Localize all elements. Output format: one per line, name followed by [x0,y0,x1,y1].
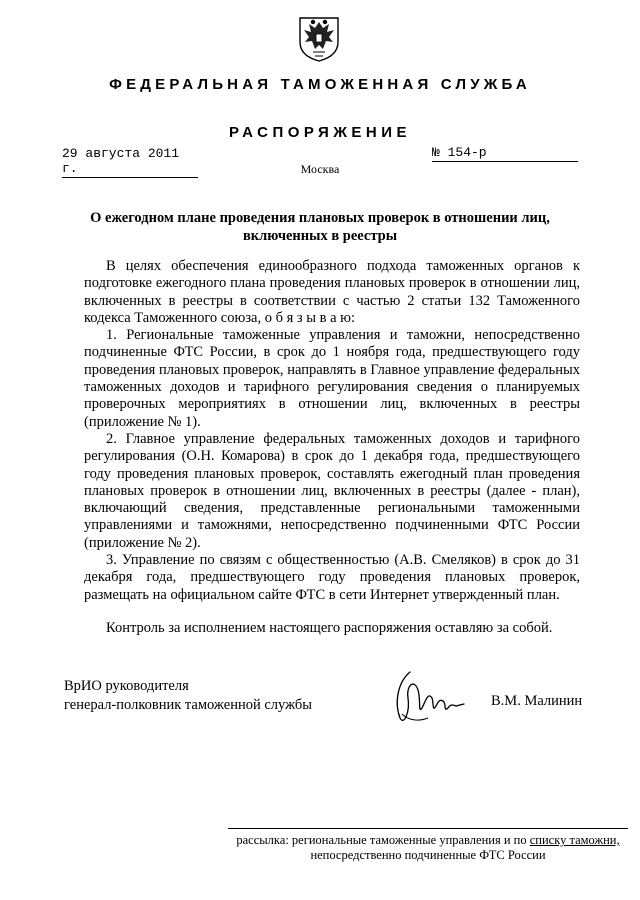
coat-of-arms-emblem [296,12,342,62]
mailing-prefix: рассылка: региональные таможенные управления и по [236,833,530,847]
order-item-2: 2. Главное управление федеральных таможенных доходов и тарифного регулирования (О.Н. Комарова) в срок до 1 декабря года, предшествующего году проведения плановых проверок, составлять ежегодный план проведения плановых проверок в отношении лиц, включенных в реестры (далее - план), включающий сведения, представленные региональными таможенными управлениями и таможнями, непосредственно подчиненными ФТС России (приложение № 2). [84,430,580,551]
document-subject [70,209,570,245]
mailing-line-2: непосредственно подчиненные ФТС России [310,848,546,862]
control-paragraph: Контроль за исполнением настоящего распоряжения оставляю за собой. [106,620,553,636]
mailing-underlined: списку таможни, [529,833,620,847]
document-date: 29 августа 2011 г. [62,146,198,178]
document-type: РАСПОРЯЖЕНИЕ [228,124,412,141]
order-item-3: 3. Управление по связям с общественностью (А.В. Смеляков) в срок до 31 декабря года, предшествующего году проведения плановых проверок, размещать на официальном сайте ФТС в сети Интернет утвержденный план. [84,552,580,603]
agency-name: ФЕДЕРАЛЬНАЯ ТАМОЖЕННАЯ СЛУЖБА [109,76,531,93]
order-item-1: 1. Региональные таможенные управления и таможни, непосредственно подчиненные ФТС России, в срок до 1 ноября года, предшествующего году проведения плановых проверок, направлять в Главное управление федеральных таможенных доходов и тарифного регулирования сведения о планируемых проверочных мероприятиях в отношении лиц, включенных в реестры (приложение № 1). [84,327,580,430]
mailing-line-1 [228,833,628,848]
intro-paragraph: В целях обеспечения единообразного подхода таможенных органов к подготовке ежегодного плана проведения плановых проверок в отношении лиц, включенных в реестры в соответствии с частью 2 статьи 132 Таможенного кодекса Таможенного союза, о б я з ы в а ю: [84,258,580,326]
signer-name: В.М. Малинин [491,693,583,709]
signer-position [64,677,312,715]
subject-line-2: включенных в реестры [242,228,398,244]
signer-position-line-2: генерал-полковник таможенной службы [64,697,313,713]
document-city: Москва [300,162,340,176]
document-body [84,258,580,604]
mailing-list [228,828,628,863]
handwritten-signature [388,668,468,728]
signer-position-line-1: ВрИО руководителя [64,678,189,694]
document-number: № 154-р [432,145,578,162]
subject-line-1: О ежегодном плане проведения плановых проверок в отношении лиц, [90,210,550,226]
